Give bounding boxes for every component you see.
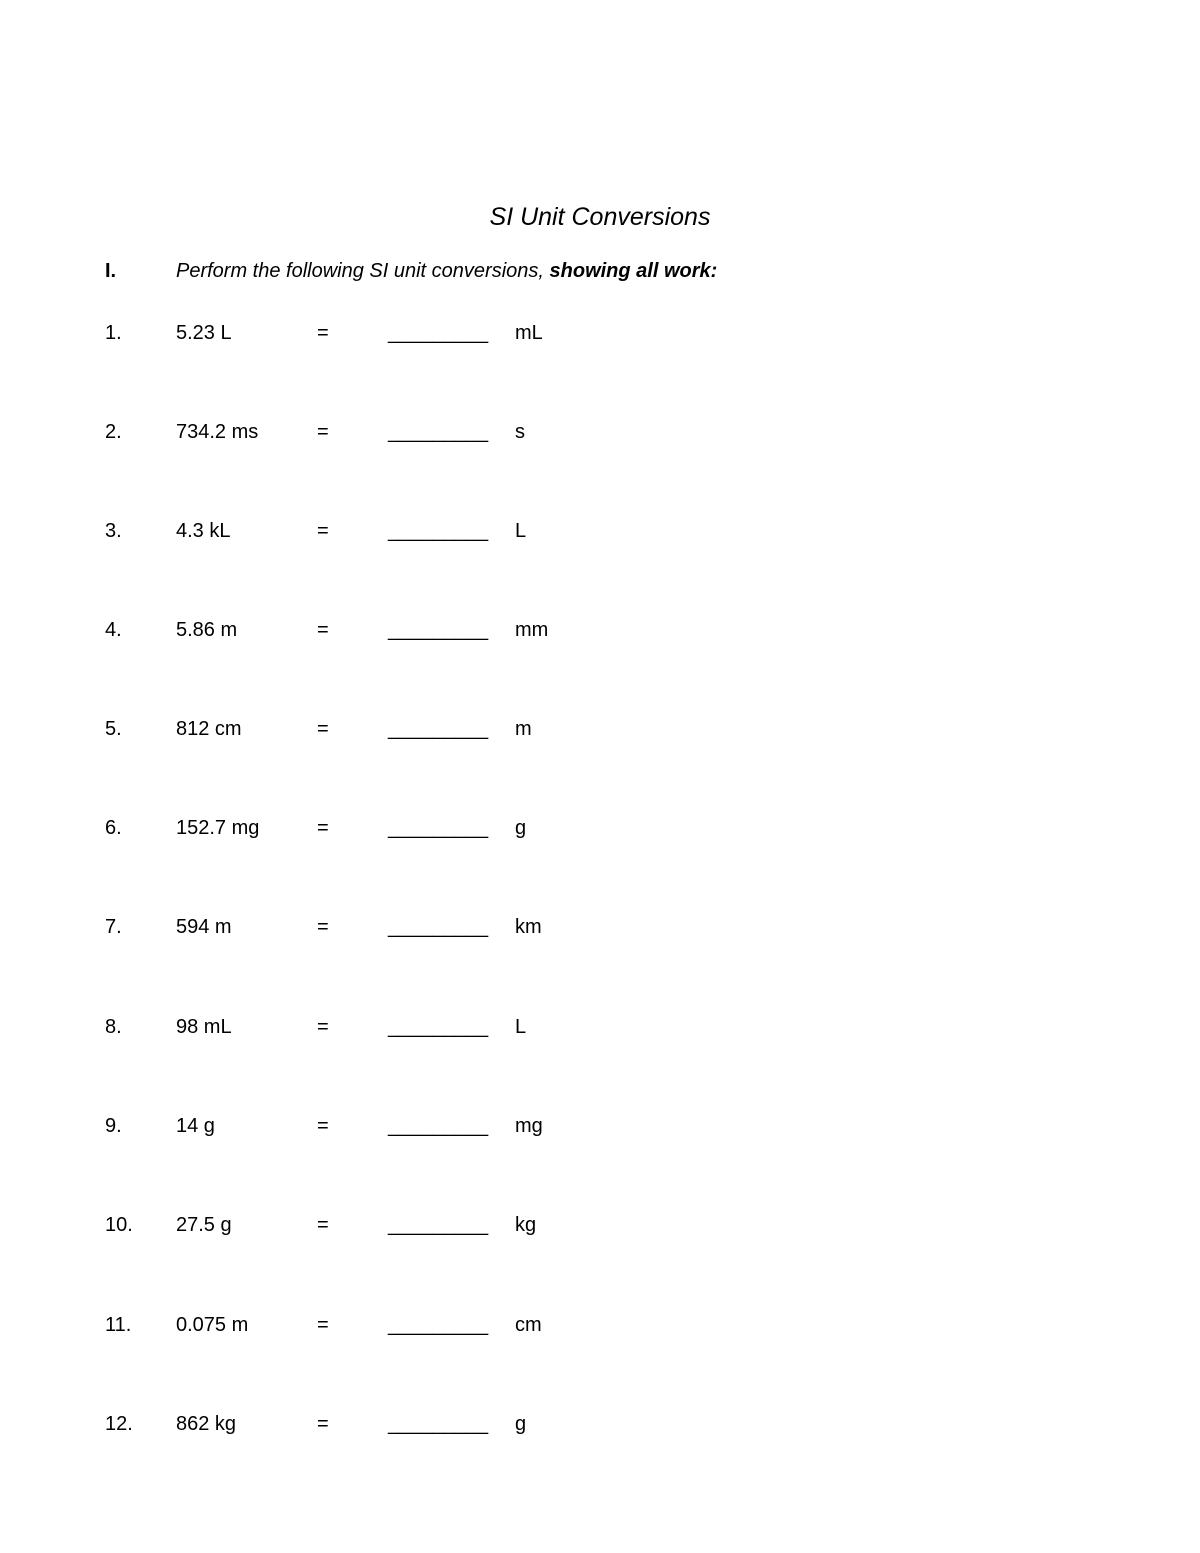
- given-quantity: 27.5 g: [176, 1214, 232, 1236]
- problem-number: 7.: [105, 916, 122, 938]
- problem-number: 2.: [105, 421, 122, 443]
- page-title: SI Unit Conversions: [489, 203, 711, 231]
- equals-sign: =: [317, 1214, 329, 1236]
- target-unit: mm: [515, 619, 549, 641]
- target-unit: kg: [515, 1214, 537, 1236]
- target-unit: g: [515, 1413, 527, 1435]
- given-quantity: 4.3 kL: [176, 520, 231, 542]
- equals-sign: =: [317, 1115, 329, 1137]
- instruction-emphasis: showing all work:: [549, 260, 718, 282]
- answer-blank: _________: [388, 520, 489, 542]
- problem-row: [105, 615, 805, 645]
- section-numeral: I.: [105, 260, 117, 282]
- answer-blank: _________: [388, 718, 489, 740]
- answer-blank: _________: [388, 322, 489, 344]
- target-unit: mg: [515, 1115, 543, 1137]
- answer-blank: _________: [388, 1214, 489, 1236]
- equals-sign: =: [317, 619, 329, 641]
- given-quantity: 98 mL: [176, 1016, 232, 1038]
- equals-sign: =: [317, 817, 329, 839]
- target-unit: L: [515, 520, 527, 542]
- answer-blank: _________: [388, 421, 489, 443]
- answer-blank: _________: [388, 916, 489, 938]
- instruction-text: Perform the following SI unit conversions,: [176, 260, 544, 282]
- problem-number: 4.: [105, 619, 122, 641]
- equals-sign: =: [317, 322, 329, 344]
- answer-blank: _________: [388, 1115, 489, 1137]
- given-quantity: 5.23 L: [176, 322, 232, 344]
- target-unit: mL: [515, 322, 543, 344]
- equals-sign: =: [317, 1016, 329, 1038]
- given-quantity: 734.2 ms: [176, 421, 259, 443]
- problem-number: 10.: [105, 1214, 133, 1236]
- problem-number: 5.: [105, 718, 122, 740]
- problem-row: [105, 1111, 805, 1141]
- target-unit: s: [515, 421, 525, 443]
- problem-row: [105, 417, 805, 447]
- problem-number: 6.: [105, 817, 122, 839]
- equals-sign: =: [317, 718, 329, 740]
- target-unit: km: [515, 916, 542, 938]
- answer-blank: _________: [388, 1314, 489, 1336]
- given-quantity: 0.075 m: [176, 1314, 249, 1336]
- problem-row: [105, 714, 805, 744]
- target-unit: cm: [515, 1314, 542, 1336]
- problem-number: 8.: [105, 1016, 122, 1038]
- problem-row: [105, 1210, 805, 1240]
- problem-number: 1.: [105, 322, 122, 344]
- problem-row: [105, 318, 805, 348]
- target-unit: L: [515, 1016, 527, 1038]
- equals-sign: =: [317, 1413, 329, 1435]
- problem-number: 12.: [105, 1413, 133, 1435]
- problem-row: [105, 1012, 805, 1042]
- given-quantity: 862 kg: [176, 1413, 237, 1435]
- problem-row: [105, 516, 805, 546]
- problem-row: [105, 1310, 805, 1340]
- answer-blank: _________: [388, 1413, 489, 1435]
- given-quantity: 594 m: [176, 916, 232, 938]
- target-unit: g: [515, 817, 527, 839]
- problem-number: 11.: [105, 1314, 132, 1336]
- equals-sign: =: [317, 421, 329, 443]
- equals-sign: =: [317, 916, 329, 938]
- problem-row: [105, 1409, 805, 1439]
- problem-row: [105, 912, 805, 942]
- answer-blank: _________: [388, 817, 489, 839]
- given-quantity: 5.86 m: [176, 619, 238, 641]
- answer-blank: _________: [388, 619, 489, 641]
- problem-row: [105, 813, 805, 843]
- equals-sign: =: [317, 520, 329, 542]
- answer-blank: _________: [388, 1016, 489, 1038]
- problem-number: 3.: [105, 520, 122, 542]
- target-unit: m: [515, 718, 532, 740]
- given-quantity: 812 cm: [176, 718, 242, 740]
- given-quantity: 152.7 mg: [176, 817, 260, 839]
- given-quantity: 14 g: [176, 1115, 215, 1137]
- equals-sign: =: [317, 1314, 329, 1336]
- problem-number: 9.: [105, 1115, 122, 1137]
